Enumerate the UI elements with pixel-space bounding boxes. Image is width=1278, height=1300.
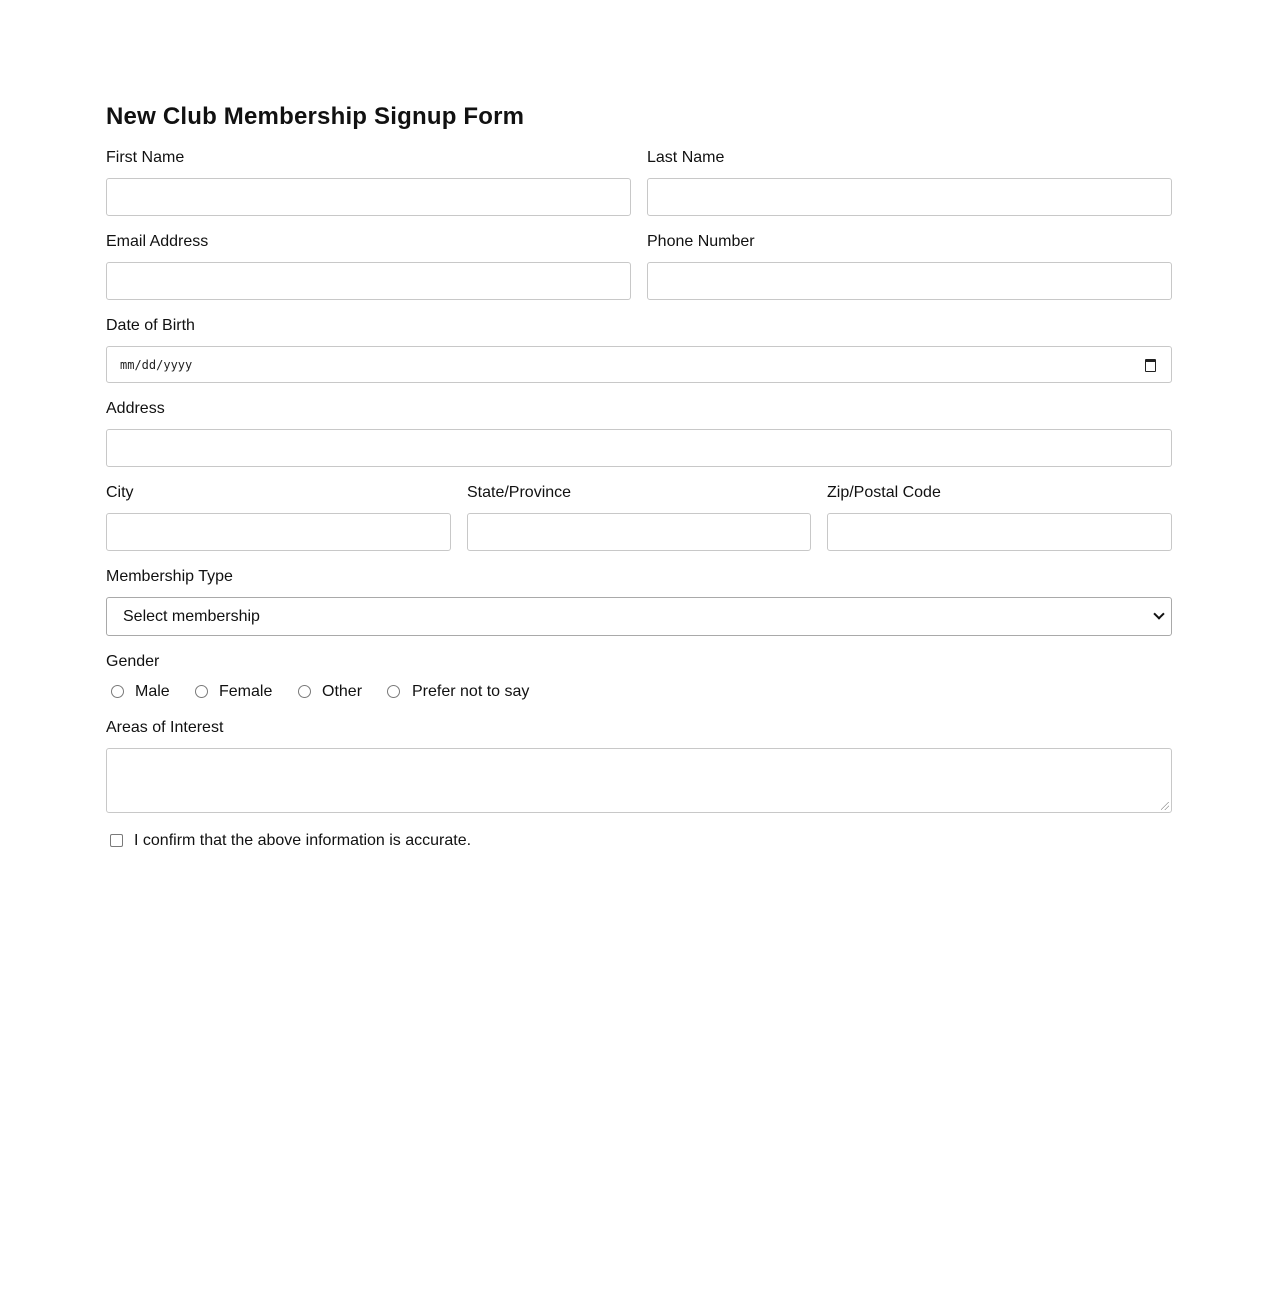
- resize-grip-icon[interactable]: [1161, 802, 1169, 810]
- date-of-birth-placeholder: mm/dd/yyyy: [120, 358, 193, 372]
- chevron-down-icon: [1153, 608, 1164, 619]
- membership-type-select[interactable]: [106, 597, 1172, 636]
- city-input[interactable]: [106, 513, 451, 551]
- calendar-icon[interactable]: [1145, 359, 1156, 372]
- first-name-label: First Name: [106, 149, 185, 166]
- email-label: Email Address: [106, 233, 209, 250]
- gender-option-prefer-not-to-say-label[interactable]: Prefer not to say: [412, 683, 530, 700]
- gender-radio-female[interactable]: [195, 685, 208, 698]
- gender-option-male-label[interactable]: Male: [135, 683, 170, 700]
- date-of-birth-input[interactable]: [106, 346, 1172, 383]
- zip-label: Zip/Postal Code: [827, 484, 941, 501]
- date-of-birth-label: Date of Birth: [106, 317, 195, 334]
- state-label: State/Province: [467, 484, 572, 501]
- first-name-input[interactable]: [106, 178, 631, 216]
- last-name-label: Last Name: [647, 149, 725, 166]
- page-title: New Club Membership Signup Form: [106, 103, 525, 130]
- zip-input[interactable]: [827, 513, 1172, 551]
- confirm-checkbox[interactable]: [110, 834, 123, 847]
- address-input[interactable]: [106, 429, 1172, 467]
- address-label: Address: [106, 400, 165, 417]
- gender-radio-male[interactable]: [111, 685, 124, 698]
- membership-type-selected: Select membership: [123, 608, 260, 625]
- last-name-input[interactable]: [647, 178, 1172, 216]
- gender-radio-prefer-not-to-say[interactable]: [387, 685, 400, 698]
- phone-input[interactable]: [647, 262, 1172, 300]
- phone-label: Phone Number: [647, 233, 755, 250]
- gender-label: Gender: [106, 653, 160, 670]
- interests-label: Areas of Interest: [106, 719, 224, 736]
- gender-option-female-label[interactable]: Female: [219, 683, 273, 700]
- city-label: City: [106, 484, 134, 501]
- state-input[interactable]: [467, 513, 811, 551]
- gender-radio-other[interactable]: [298, 685, 311, 698]
- email-input[interactable]: [106, 262, 631, 300]
- gender-option-other-label[interactable]: Other: [322, 683, 363, 700]
- membership-type-label: Membership Type: [106, 568, 233, 585]
- interests-textarea[interactable]: [106, 748, 1172, 813]
- confirm-label[interactable]: I confirm that the above information is accurate.: [134, 832, 472, 849]
